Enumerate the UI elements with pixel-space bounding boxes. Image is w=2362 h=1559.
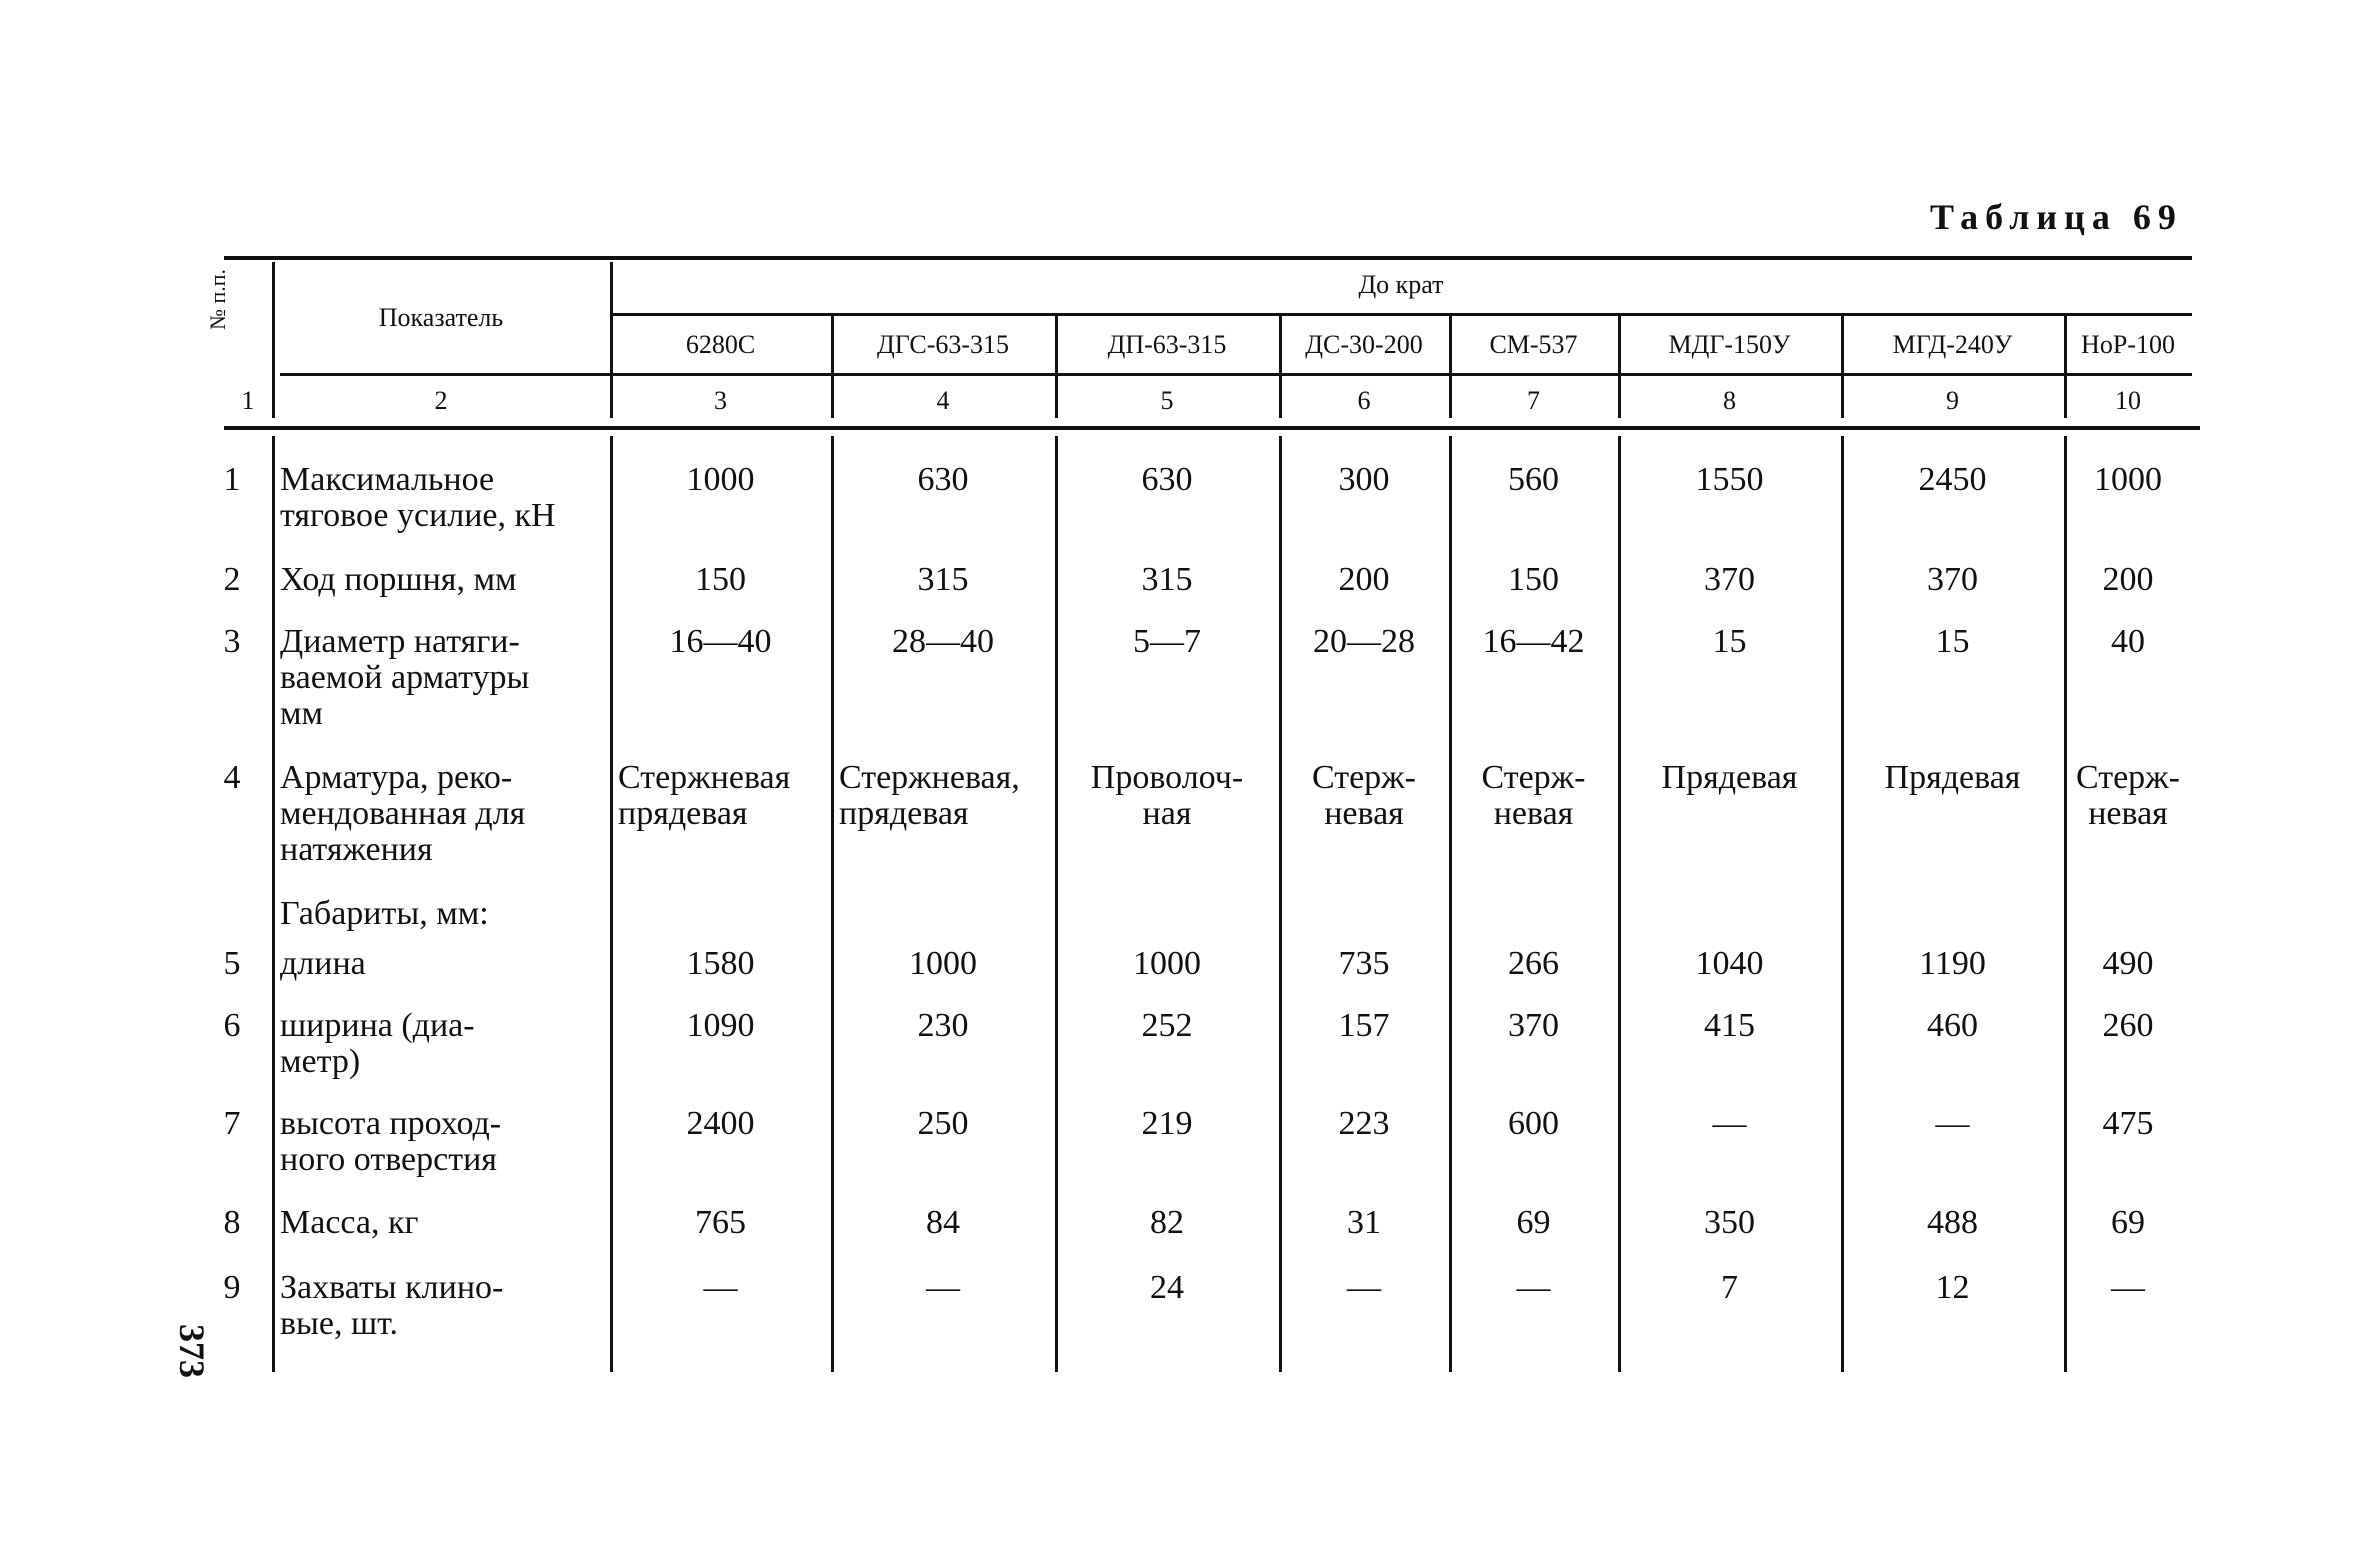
table-cell: Стержневая, прядевая	[839, 759, 1020, 832]
page-number: 373	[172, 1324, 212, 1378]
table-cell: —	[1935, 1105, 1970, 1142]
table-cell: 370	[1508, 1007, 1559, 1044]
table-cell: 475	[2102, 1105, 2154, 1142]
column-number: 2	[434, 386, 448, 415]
column-divider	[2064, 436, 2067, 1372]
row-label: Арматура, реко- мендованная для натяжения	[280, 759, 526, 868]
column-number: 5	[1160, 386, 1174, 415]
column-divider	[831, 436, 834, 1372]
table-cell: —	[926, 1269, 960, 1306]
row-label: Габариты, мм:	[280, 895, 489, 932]
row-label: Захваты клино- вые, шт.	[280, 1269, 504, 1342]
table-cell: 31	[1347, 1204, 1381, 1241]
table-cell: 1190	[1919, 945, 1986, 982]
row-number: 8	[223, 1204, 241, 1241]
column-divider	[1279, 436, 1282, 1372]
table-cell: 1000	[1133, 945, 1201, 982]
table-cell: 765	[695, 1204, 746, 1241]
table-cell: 490	[2102, 945, 2154, 982]
column-number: 9	[1946, 386, 1959, 415]
table-cell: Прядевая	[1884, 759, 2021, 796]
row-label: длина	[280, 945, 366, 982]
table-cell: 84	[926, 1204, 960, 1241]
table-cell: 315	[917, 561, 969, 598]
table-cell: Стерж- невая	[1481, 759, 1586, 832]
table-cell: 219	[1141, 1105, 1193, 1142]
column-divider	[1841, 436, 1844, 1372]
table-cell: 15	[1712, 623, 1747, 660]
table-cell: 150	[695, 561, 746, 598]
column-number: 10	[2115, 386, 2141, 415]
rule-header-bottom	[224, 426, 2200, 430]
table-cell: 315	[1141, 561, 1193, 598]
model-header: СМ-537	[1489, 330, 1578, 359]
table-cell: 260	[2102, 1007, 2154, 1044]
table-cell: 1090	[686, 1007, 755, 1044]
row-number: 2	[223, 561, 241, 598]
table-cell: 735	[1338, 945, 1390, 982]
table-cell: 630	[917, 461, 969, 498]
table-cell: 370	[1704, 561, 1755, 598]
column-divider	[610, 436, 613, 1372]
table-cell: 230	[917, 1007, 969, 1044]
header-indicator: Показатель	[378, 303, 504, 332]
table-cell: Стерж- невая	[2076, 759, 2180, 832]
row-label: Диаметр натяги- ваемой арматуры мм	[280, 623, 530, 732]
table-cell: 69	[2111, 1204, 2145, 1241]
table-cell: 15	[1935, 623, 1970, 660]
column-divider	[1055, 436, 1058, 1372]
row-number: 4	[223, 759, 241, 796]
table-cell: 252	[1141, 1007, 1193, 1044]
model-header: ДС-30-200	[1305, 330, 1423, 359]
table-cell: Стержневая прядевая	[618, 759, 791, 832]
model-header: МГД-240У	[1892, 330, 2013, 359]
model-header: НоР-100	[2081, 330, 2175, 359]
table-cell: 1580	[686, 945, 755, 982]
row-label: Масса, кг	[280, 1204, 419, 1241]
column-number: 1	[241, 386, 255, 415]
header-npp: № п.п.	[205, 268, 230, 330]
table-cell: 488	[1927, 1204, 1978, 1241]
table-cell: 300	[1338, 461, 1390, 498]
table-cell: 1000	[2094, 461, 2162, 498]
table-cell: Прядевая	[1661, 759, 1798, 796]
table-cell: Проволоч- ная	[1090, 759, 1244, 832]
table-cell: 266	[1508, 945, 1559, 982]
table-cell: —	[1516, 1269, 1551, 1306]
table-cell: 460	[1927, 1007, 1978, 1044]
table-cell: 200	[1338, 561, 1390, 598]
table-cell: 69	[1516, 1204, 1551, 1241]
table-cell: —	[2111, 1269, 2145, 1306]
table-cell: 150	[1508, 561, 1559, 598]
table-cell: Стерж- невая	[1312, 759, 1416, 832]
model-header: 6280С	[685, 330, 756, 359]
table-cell: 1000	[909, 945, 977, 982]
table-cell: 2400	[686, 1105, 755, 1142]
table-cell: 1040	[1695, 945, 1764, 982]
model-header: ДП-63-315	[1107, 330, 1227, 359]
table-cell: —	[1712, 1105, 1747, 1142]
column-divider	[272, 436, 275, 1372]
column-number: 4	[936, 386, 950, 415]
row-number: 3	[223, 623, 241, 660]
row-label: высота проход- ного отверстия	[280, 1105, 502, 1178]
table-cell: 1000	[686, 461, 755, 498]
table-cell: 600	[1508, 1105, 1559, 1142]
column-divider	[1449, 436, 1452, 1372]
row-number: 7	[223, 1105, 241, 1142]
header-group: До крат	[1358, 270, 1444, 299]
rule-top	[224, 256, 2192, 260]
table-cell: 82	[1150, 1204, 1184, 1241]
table-cell: 157	[1338, 1007, 1390, 1044]
row-number: 6	[223, 1007, 241, 1044]
table-cell: 370	[1927, 561, 1978, 598]
row-number: 1	[223, 461, 241, 498]
table-cell: 200	[2102, 561, 2154, 598]
row-number: 9	[223, 1269, 241, 1306]
table-cell: 24	[1150, 1269, 1184, 1306]
table-cell: 20—28	[1313, 623, 1415, 660]
table-cell: —	[703, 1269, 738, 1306]
table-cell: 16—42	[1482, 623, 1585, 660]
row-number: 5	[223, 945, 241, 982]
table-cell: 630	[1141, 461, 1193, 498]
table-cell: 223	[1338, 1105, 1390, 1142]
column-number: 3	[714, 386, 727, 415]
table-cell: 28—40	[892, 623, 994, 660]
column-number: 8	[1723, 386, 1736, 415]
table-cell: 40	[2111, 623, 2145, 660]
table-cell: —	[1347, 1269, 1381, 1306]
table-cell: 560	[1508, 461, 1559, 498]
column-divider	[1618, 436, 1621, 1372]
table-cell: 12	[1935, 1269, 1970, 1306]
table-cell: 7	[1721, 1269, 1738, 1306]
model-header: ДГС-63-315	[876, 330, 1010, 359]
column-number: 7	[1527, 386, 1540, 415]
table-cell: 1550	[1695, 461, 1764, 498]
table-cell: 350	[1704, 1204, 1755, 1241]
row-label: Ход поршня, мм	[280, 561, 517, 598]
table-cell: 16—40	[669, 623, 772, 660]
table-cell: 250	[917, 1105, 969, 1142]
row-label: Максимальное тяговое усилие, кН	[280, 461, 556, 534]
model-header: МДГ-150У	[1668, 330, 1791, 359]
column-number: 6	[1357, 386, 1371, 415]
rule-group	[610, 313, 2192, 316]
table-cell: 5—7	[1133, 623, 1201, 660]
row-label: ширина (диа- метр)	[280, 1007, 475, 1080]
table-cell: 2450	[1918, 461, 1987, 498]
table-title: Таблица 69	[1930, 197, 2183, 237]
rule-models	[280, 373, 2192, 376]
table-cell: 415	[1704, 1007, 1755, 1044]
